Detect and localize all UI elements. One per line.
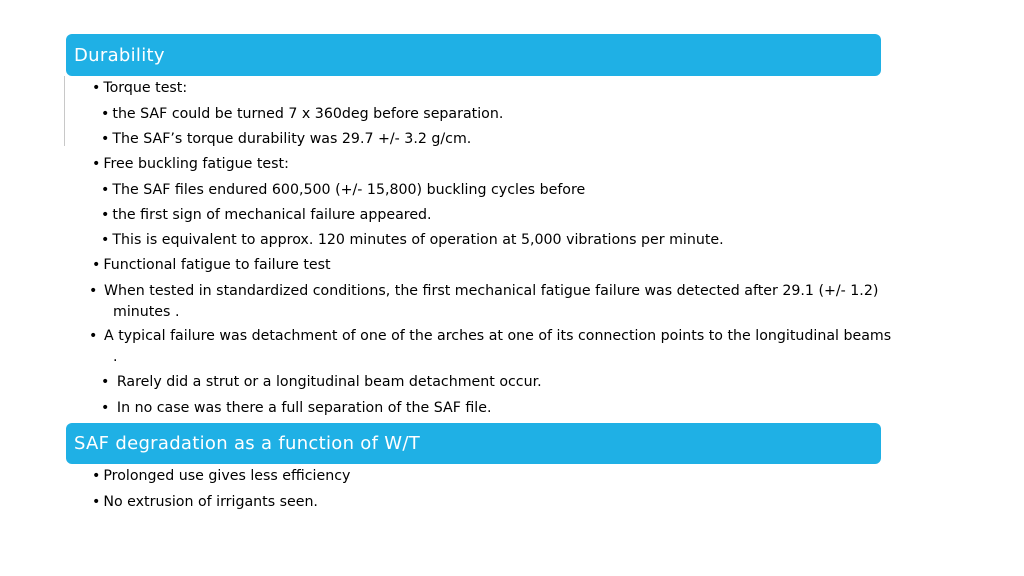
accent-rule (64, 76, 65, 146)
list-item-text: The SAF files endured 600,500 (+/- 15,800) buckling cycles before (112, 182, 586, 198)
list-item-text: the SAF could be turned 7 x 360deg before separation. (112, 106, 504, 122)
list-item (101, 205, 432, 226)
list-item-text: This is equivalent to approx. 120 minutes of operation at 5,000 vibrations per minute. (112, 232, 724, 248)
bullet-icon: • (92, 468, 101, 484)
list-item-text: Torque test: (103, 80, 188, 96)
list-item (92, 78, 187, 99)
bullet-icon: • (101, 182, 110, 198)
list-item (101, 230, 724, 251)
list-item-text: Functional fatigue to failure test (103, 257, 331, 273)
list-item-text: In no case was there a full separation of the SAF file. (112, 400, 492, 416)
bullet-icon: • (101, 131, 110, 147)
list-item-text: No extrusion of irrigants seen. (103, 494, 318, 510)
list-item (101, 129, 471, 150)
list-item-text: Prolonged use gives less efficiency (103, 468, 351, 484)
list-item-text: Rarely did a strut or a longitudinal beam detachment occur. (112, 374, 542, 390)
list-item (101, 372, 542, 393)
list-item-text: The SAF’s torque durability was 29.7 +/- 3.2 g/cm. (112, 131, 472, 147)
list-item: • A typical failure was detachment of one of the arches at one of its connection points to the longitudinal beams . (89, 328, 892, 365)
list-item (101, 398, 491, 419)
list-item (92, 466, 350, 487)
list-item (92, 492, 318, 513)
list-item-text: Free buckling fatigue test: (103, 156, 289, 172)
list-item (92, 154, 289, 175)
bullet-icon: • (92, 80, 101, 96)
bullet-icon: • (101, 374, 110, 390)
list-item (101, 104, 503, 125)
bullet-icon: • (92, 257, 101, 273)
section-header-durability (66, 34, 881, 76)
bullet-icon: • (101, 207, 110, 223)
section-title-degradation: SAF degradation as a function of W/T (74, 433, 421, 454)
bullet-icon: • (101, 232, 110, 248)
section-header-degradation (66, 423, 881, 464)
bullet-icon: • (92, 494, 101, 510)
list-item (101, 180, 585, 201)
bullet-icon: • (92, 156, 101, 172)
list-item (92, 255, 331, 276)
list-item-text: A typical failure was detachment of one of the arches at one of its connection points to the longitudinal beams . (104, 328, 892, 365)
bullet-icon: • (101, 106, 110, 122)
list-item-text: the first sign of mechanical failure appeared. (112, 207, 432, 223)
list-item: • When tested in standardized conditions, the first mechanical fatigue failure was detected after 29.1 (+/- 1.2) minutes . (89, 283, 879, 320)
bullet-icon: • (101, 400, 110, 416)
section-title-durability: Durability (74, 44, 165, 66)
list-item-text: When tested in standardized conditions, the first mechanical fatigue failure was detected after 29.1 (+/- 1.2) minutes . (104, 283, 879, 320)
